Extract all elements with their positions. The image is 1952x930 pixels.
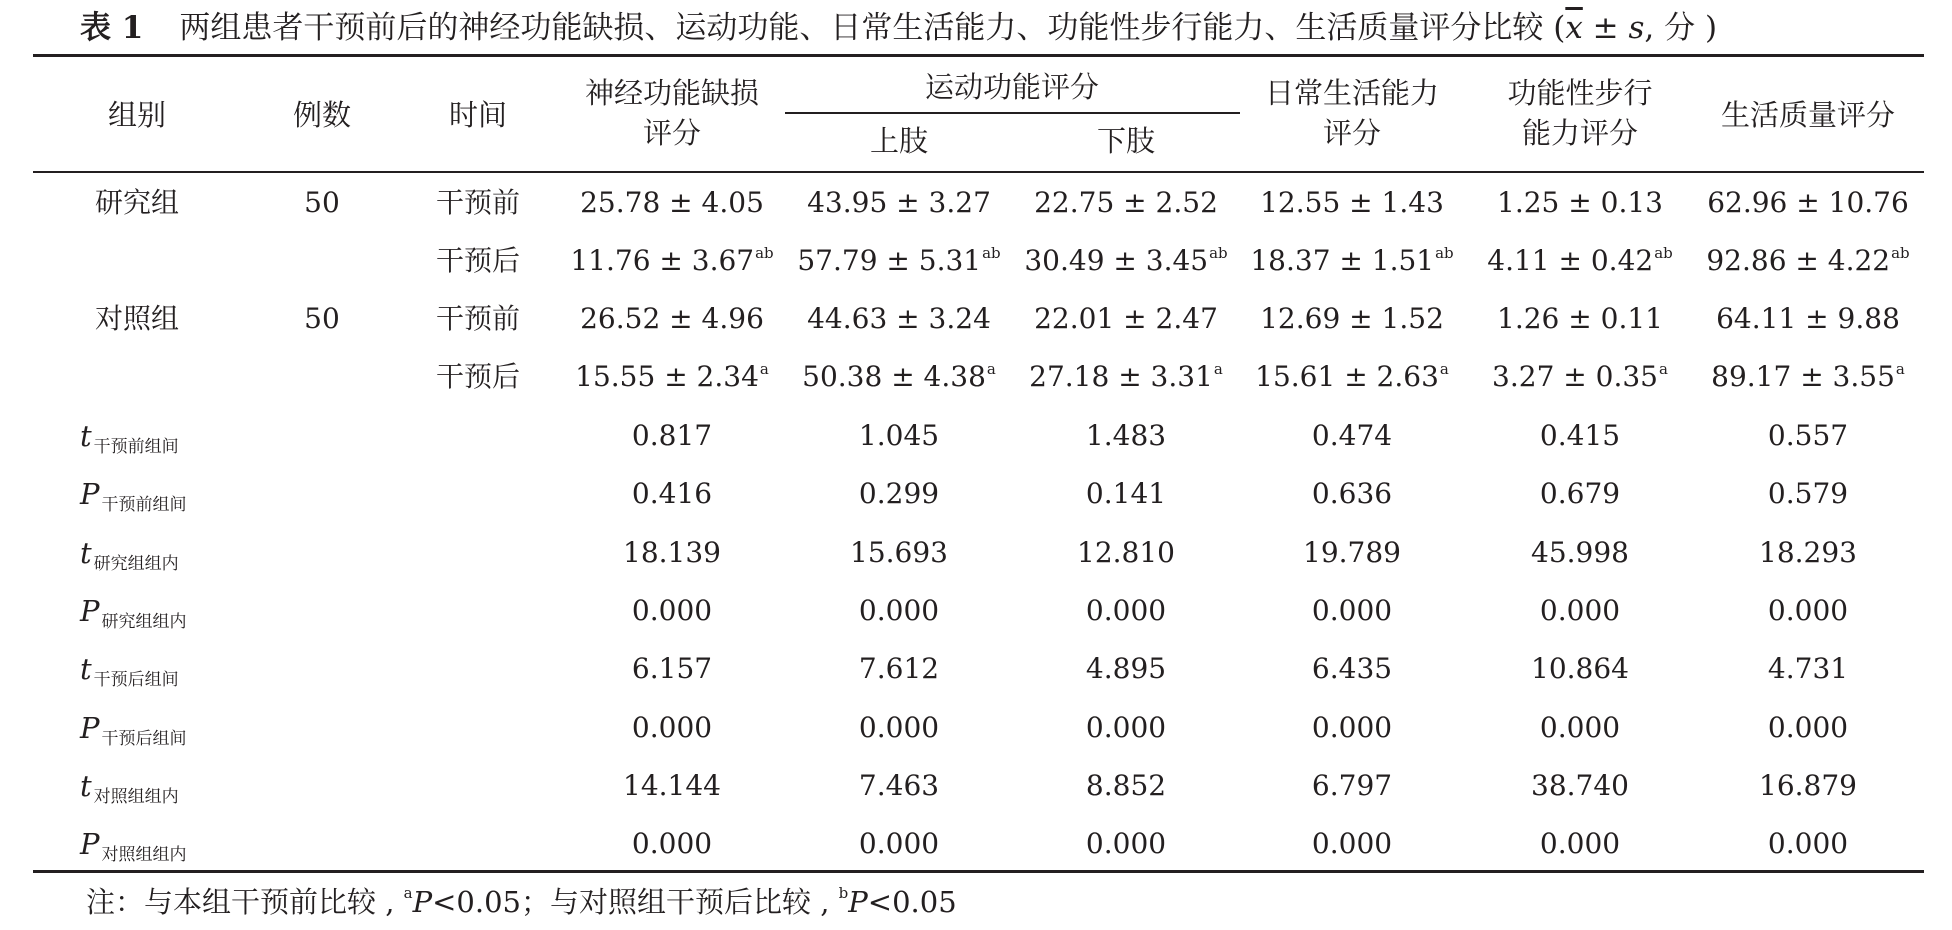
stat-label [80, 710, 187, 757]
note-text2: <0.05 [867, 885, 957, 919]
stat-subscript: 干预后组间 [101, 729, 187, 749]
significance-mark: ab [1209, 244, 1228, 262]
table-cell [1711, 359, 1905, 395]
stat-value: 0.579 [1767, 477, 1849, 510]
stat-value: 6.157 [631, 652, 713, 685]
stat-value: 6.435 [1311, 652, 1393, 685]
stat-value: 0.000 [1311, 711, 1393, 744]
table-cell [1260, 185, 1444, 221]
stat-value: 0.000 [1085, 827, 1167, 860]
stat-symbol: t [80, 536, 92, 570]
stat-subscript: 干预前组间 [93, 437, 179, 457]
stat-subscript: 对照组组内 [93, 787, 179, 807]
note-mark-b: b [838, 884, 849, 902]
stat-value: 0.299 [858, 477, 940, 510]
stat-value: 0.000 [1539, 827, 1621, 860]
title-text: 两组患者干预前后的神经功能缺损、运动功能、日常生活能力、功能性步行能力、生活质量评分比较 ( [179, 10, 1566, 46]
significance-mark: ab [1891, 244, 1910, 262]
top-rule [33, 54, 1924, 57]
stat-subscript: 对照组组内 [101, 845, 187, 865]
cell-value: 26.52 ± 4.96 [580, 302, 764, 335]
stat-value: 10.864 [1531, 652, 1629, 685]
group-name: 对照组 [94, 302, 180, 335]
stat-value: 0.557 [1767, 419, 1849, 452]
table-cell [575, 359, 769, 395]
header-motor: 运动功能评分 [924, 70, 1100, 104]
cell-value: 12.55 ± 1.43 [1260, 186, 1444, 219]
table-cell [807, 301, 991, 337]
cell-value: 92.86 ± 4.22 [1706, 244, 1891, 277]
stat-label [80, 651, 179, 698]
header-time: 时间 [448, 98, 508, 132]
cell-value: 4.11 ± 0.42 [1487, 244, 1654, 277]
table-cell [1024, 243, 1227, 279]
header-nerve-line1: 神经功能缺损 [584, 76, 760, 110]
header-rule [33, 171, 1924, 173]
table-title [80, 6, 1717, 50]
stat-value: 0.679 [1539, 477, 1621, 510]
cell-value: 44.63 ± 3.24 [807, 302, 991, 335]
table-cell [580, 185, 764, 221]
stat-value: 0.000 [1539, 711, 1621, 744]
table-cell [1716, 301, 1900, 337]
stat-value: 0.000 [631, 594, 713, 627]
stat-symbol: P [80, 827, 100, 861]
stat-value: 45.998 [1531, 536, 1629, 569]
significance-mark: ab [755, 244, 774, 262]
stat-value: 0.000 [1311, 594, 1393, 627]
cell-value: 30.49 ± 3.45 [1024, 244, 1209, 277]
cell-value: 43.95 ± 3.27 [807, 186, 991, 219]
stat-value: 38.740 [1531, 769, 1629, 802]
table-cell [1034, 301, 1218, 337]
stat-value: 0.636 [1311, 477, 1393, 510]
stat-value: 0.000 [1311, 827, 1393, 860]
time-label: 干预前 [435, 186, 521, 219]
bottom-rule [33, 870, 1924, 873]
table-footnote [86, 882, 957, 922]
title-s: s [1628, 10, 1645, 46]
title-pm: ± [1582, 10, 1629, 46]
stat-symbol: t [80, 652, 92, 686]
significance-mark: a [1213, 360, 1223, 378]
table-cell [802, 359, 996, 395]
table-cell [1250, 243, 1453, 279]
cell-value: 15.55 ± 2.34 [575, 360, 759, 393]
stat-value: 0.415 [1539, 419, 1621, 452]
stat-value: 0.000 [1767, 594, 1849, 627]
significance-mark: a [759, 360, 769, 378]
cell-value: 25.78 ± 4.05 [580, 186, 764, 219]
stat-value: 6.797 [1311, 769, 1393, 802]
stat-label [80, 418, 179, 465]
cell-value: 62.96 ± 10.76 [1707, 186, 1909, 219]
note-p2: P [848, 885, 868, 919]
stat-value: 1.483 [1085, 419, 1167, 452]
header-walk-line1: 功能性步行 [1507, 76, 1653, 110]
note-text1: <0.05；与对照组干预后比较 , [432, 885, 839, 919]
significance-mark: a [1439, 360, 1449, 378]
cell-value: 64.11 ± 9.88 [1716, 302, 1900, 335]
stat-symbol: t [80, 419, 92, 453]
stat-value: 16.879 [1759, 769, 1857, 802]
table-cell [1260, 301, 1444, 337]
cell-value: 1.25 ± 0.13 [1497, 186, 1663, 219]
cell-value: 1.26 ± 0.11 [1497, 302, 1663, 335]
stat-subscript: 干预前组间 [101, 495, 187, 515]
stat-value: 7.463 [858, 769, 940, 802]
cell-value: 57.79 ± 5.31 [797, 244, 982, 277]
table-cell [570, 243, 773, 279]
cell-value: 22.75 ± 2.52 [1034, 186, 1218, 219]
stat-subscript: 研究组组内 [93, 554, 179, 574]
title-xbar: $\overline{x}$ [1565, 10, 1583, 46]
stat-value: 7.612 [858, 652, 940, 685]
stat-value: 0.000 [1767, 827, 1849, 860]
table-cell [1706, 243, 1909, 279]
note-mark-a: a [403, 884, 413, 902]
case-count: 50 [304, 186, 340, 219]
cell-value: 50.38 ± 4.38 [802, 360, 986, 393]
stat-value: 0.000 [1539, 594, 1621, 627]
cell-value: 22.01 ± 2.47 [1034, 302, 1218, 335]
table-cell [1034, 185, 1218, 221]
case-count: 50 [304, 302, 340, 335]
stat-symbol: P [80, 594, 100, 628]
cell-value: 11.76 ± 3.67 [570, 244, 755, 277]
stat-value: 0.000 [1085, 594, 1167, 627]
header-nerve-line2: 评分 [642, 116, 702, 150]
stat-symbol: t [80, 769, 92, 803]
stat-value: 15.693 [850, 536, 948, 569]
cell-value: 15.61 ± 2.63 [1255, 360, 1439, 393]
header-upper: 上肢 [869, 124, 929, 158]
stat-value: 4.731 [1767, 652, 1849, 685]
stat-value: 0.474 [1311, 419, 1393, 452]
stat-value: 19.789 [1303, 536, 1401, 569]
stat-value: 0.817 [631, 419, 713, 452]
stat-value: 8.852 [1085, 769, 1167, 802]
header-adl-line1: 日常生活能力 [1264, 76, 1440, 110]
stat-symbol: P [80, 477, 100, 511]
significance-mark: ab [982, 244, 1001, 262]
significance-mark: ab [1654, 244, 1673, 262]
note-p1: P [412, 885, 433, 919]
cell-value: 12.69 ± 1.52 [1260, 302, 1444, 335]
note-prefix: 注：与本组干预前比较 , [86, 885, 404, 919]
motor-subrule [785, 112, 1240, 114]
stat-value: 0.000 [631, 711, 713, 744]
significance-mark: a [1895, 360, 1905, 378]
cell-value: 3.27 ± 0.35 [1492, 360, 1658, 393]
stat-value: 1.045 [858, 419, 940, 452]
table-cell [1492, 359, 1668, 395]
group-name: 研究组 [94, 186, 180, 219]
cell-value: 89.17 ± 3.55 [1711, 360, 1895, 393]
header-adl-line2: 评分 [1322, 116, 1382, 150]
time-label: 干预后 [435, 360, 521, 393]
stat-symbol: P [80, 711, 100, 745]
header-cases: 例数 [292, 98, 352, 132]
stat-label [80, 476, 187, 523]
cell-value: 18.37 ± 1.51 [1250, 244, 1435, 277]
stat-value: 0.000 [631, 827, 713, 860]
time-label: 干预后 [435, 244, 521, 277]
stat-label [80, 826, 187, 873]
significance-mark: a [986, 360, 996, 378]
stat-label [80, 768, 179, 815]
significance-mark: ab [1435, 244, 1454, 262]
table-cell [807, 185, 991, 221]
stat-value: 18.293 [1759, 536, 1857, 569]
stat-subscript: 干预后组间 [93, 670, 179, 690]
header-lower: 下肢 [1096, 124, 1156, 158]
time-label: 干预前 [435, 302, 521, 335]
table-cell [1497, 301, 1663, 337]
table-cell [797, 243, 1000, 279]
stat-value: 0.000 [1085, 711, 1167, 744]
stat-subscript: 研究组组内 [101, 612, 187, 632]
stat-value: 0.000 [858, 594, 940, 627]
header-qol: 生活质量评分 [1720, 98, 1896, 132]
table-cell [580, 301, 764, 337]
cell-value: 27.18 ± 3.31 [1029, 360, 1213, 393]
stat-label [80, 535, 179, 582]
stat-label [80, 593, 187, 640]
header-walk-line2: 能力评分 [1521, 116, 1639, 150]
table-cell [1487, 243, 1673, 279]
table-cell [1497, 185, 1663, 221]
stat-value: 0.141 [1085, 477, 1167, 510]
significance-mark: a [1659, 360, 1668, 378]
title-unit: , 分 ) [1644, 10, 1718, 46]
stat-value: 18.139 [623, 536, 721, 569]
table-cell [1707, 185, 1909, 221]
stat-value: 0.000 [858, 827, 940, 860]
stat-value: 0.416 [631, 477, 713, 510]
stat-value: 0.000 [1767, 711, 1849, 744]
stat-value: 14.144 [623, 769, 721, 802]
table-number: 表 1 [80, 10, 144, 46]
stat-value: 4.895 [1085, 652, 1167, 685]
table-cell [1029, 359, 1223, 395]
stat-value: 12.810 [1077, 536, 1175, 569]
header-group: 组别 [107, 98, 167, 132]
table-cell [1255, 359, 1449, 395]
stat-value: 0.000 [858, 711, 940, 744]
